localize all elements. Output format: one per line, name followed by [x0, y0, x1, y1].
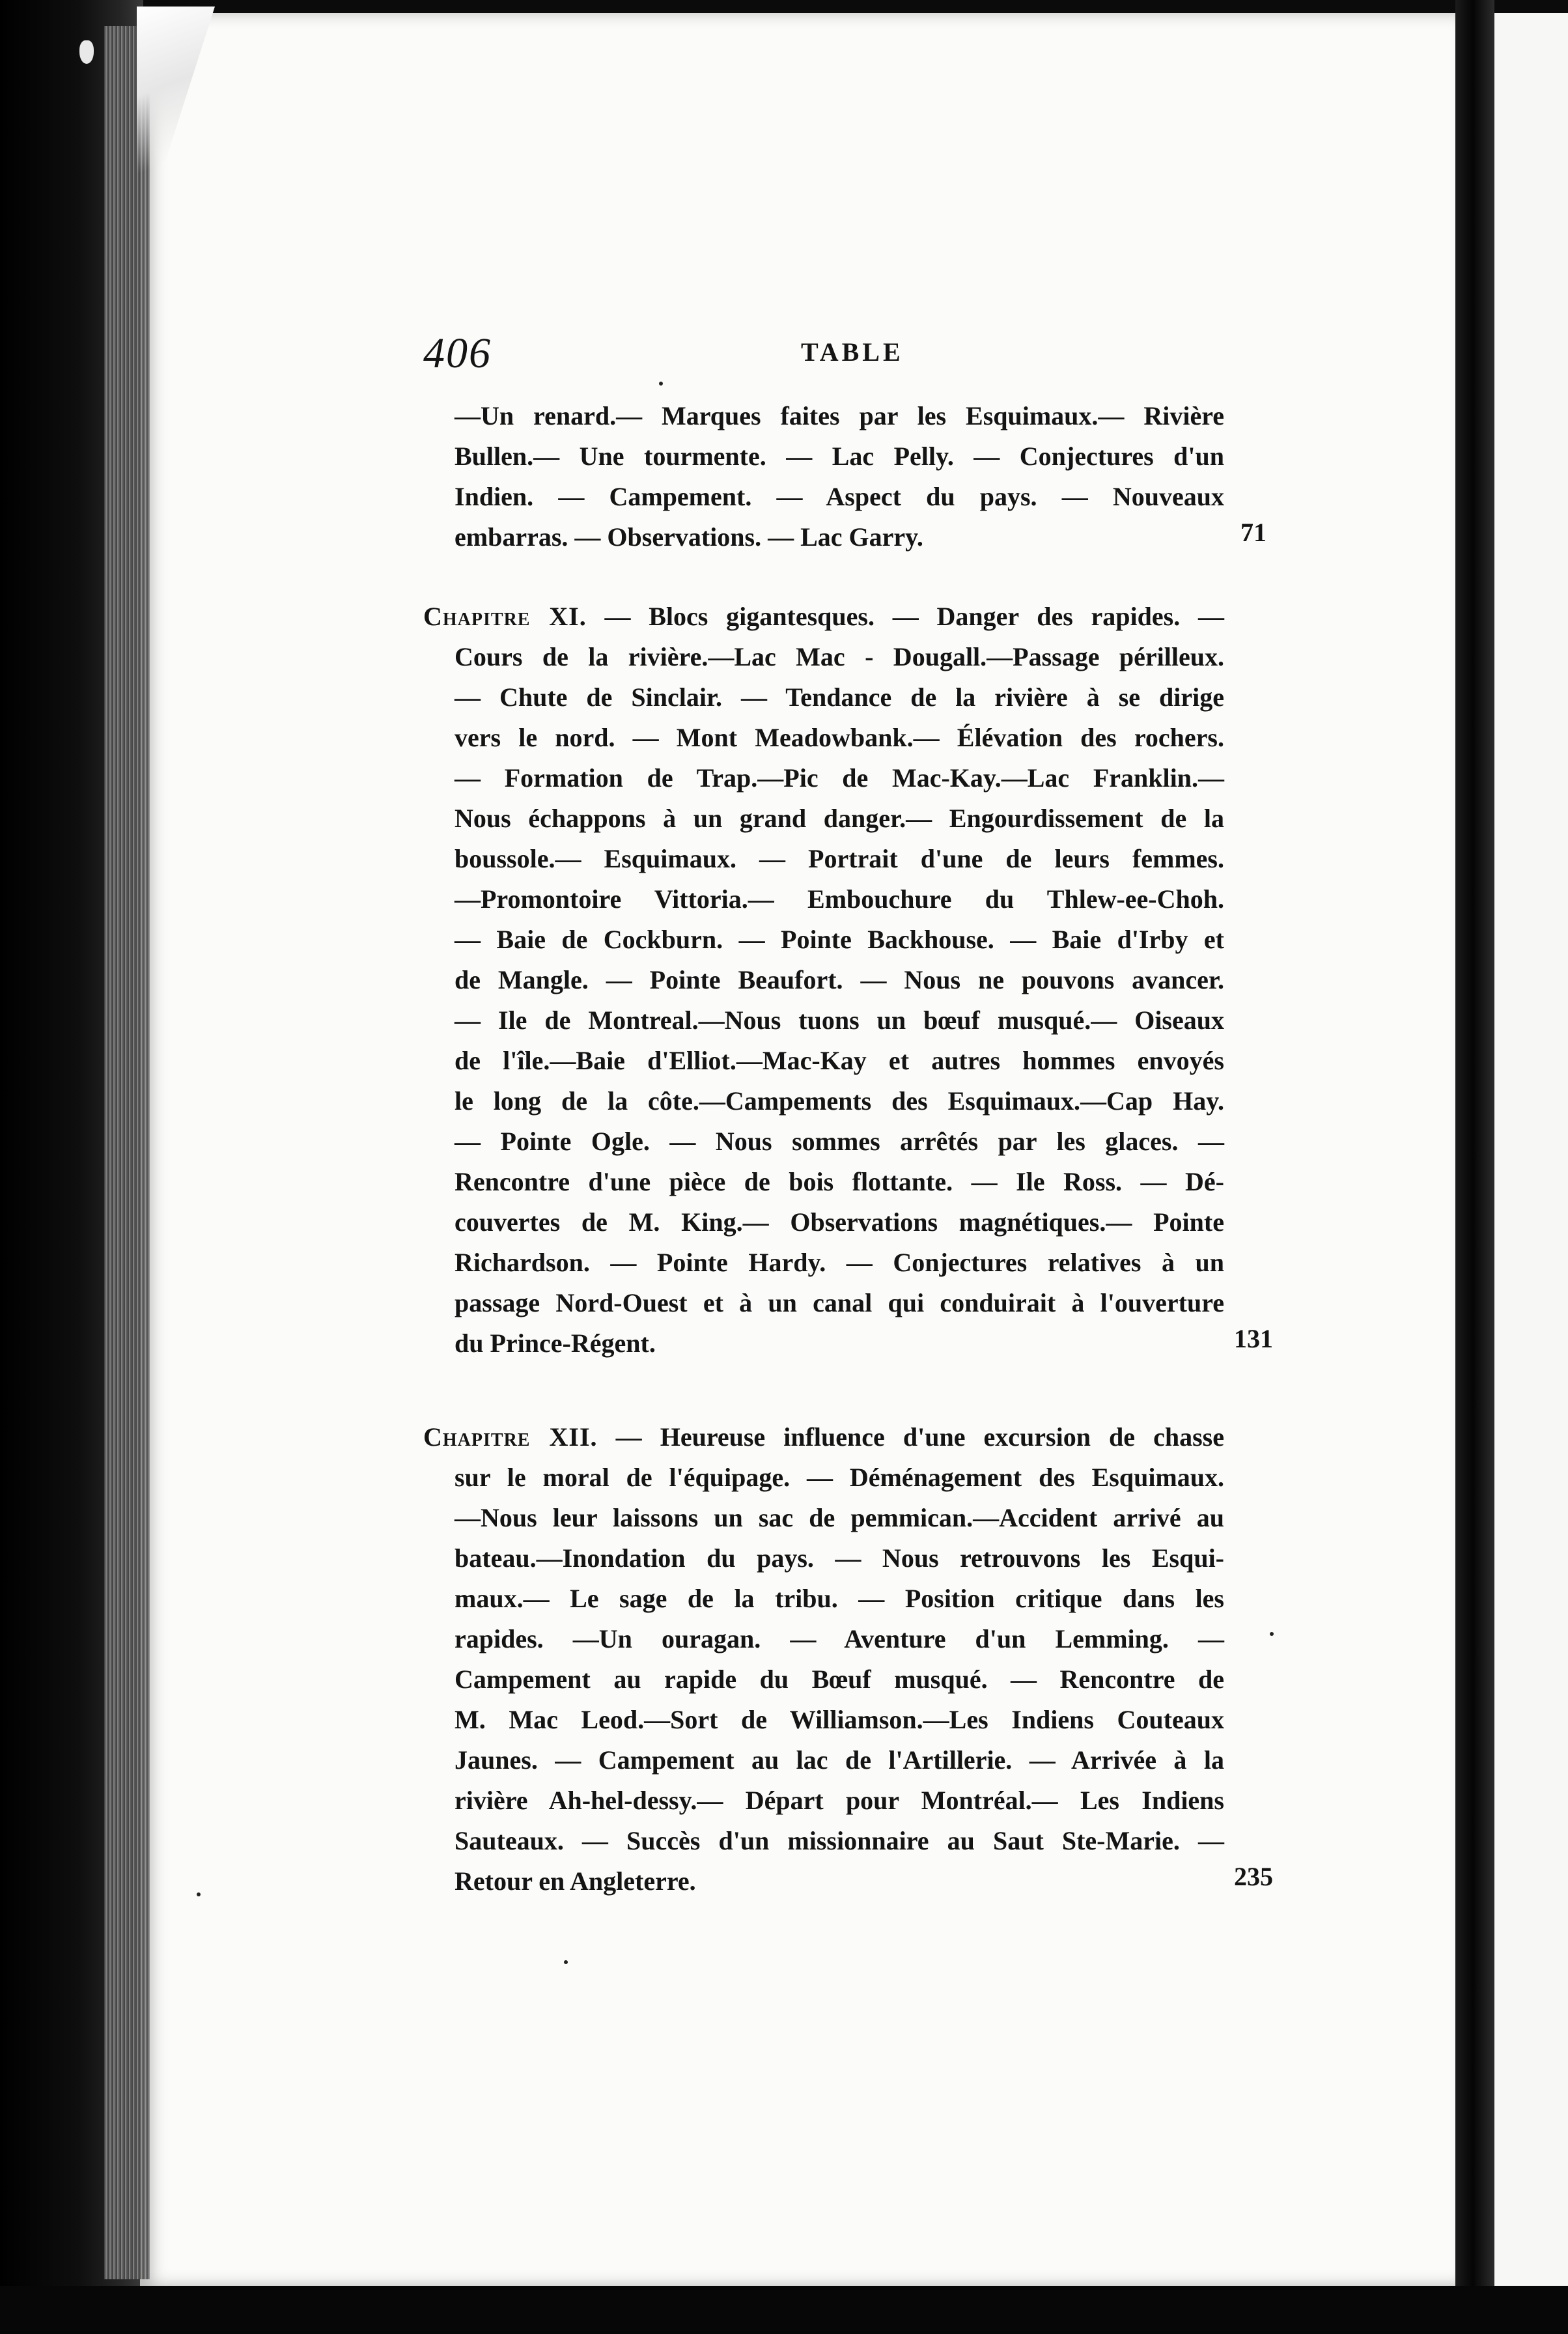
toc-line-text: — Heureuse influence d'une excursion de chasse	[597, 1422, 1225, 1452]
toc-line: —Promontoire Vittoria.— Embouchure du Thlew-ee-Choh.	[455, 884, 1224, 914]
toc-line: Rencontre d'une pièce de bois flottante. — Ile Ross. — Dé-	[455, 1167, 1224, 1196]
toc-line: passage Nord-Ouest et à un canal qui conduirait à l'ouverture	[455, 1288, 1224, 1317]
toc-line: — Chute de Sinclair. — Tendance de la rivière à se dirige	[455, 682, 1224, 712]
toc-line: vers le nord. — Mont Meadowbank.— Élévation des rochers.	[455, 723, 1224, 752]
toc-line: boussole.— Esquimaux. — Portrait d'une de leurs femmes.	[455, 844, 1224, 873]
toc-line-first	[423, 597, 1224, 637]
print-speck	[659, 382, 663, 386]
print-speck	[1270, 1632, 1274, 1636]
page-reference: 71	[1240, 518, 1267, 547]
toc-entry-chapter-xii	[423, 1417, 1273, 1902]
toc-line: sur le moral de l'équipage. — Déménagement des Esquimaux.	[455, 1463, 1224, 1492]
page-number: 406	[423, 330, 492, 377]
print-speck	[197, 1892, 201, 1896]
toc-line: —Nous leur laissons un sac de pemmican.—Accident arrivé au	[455, 1503, 1224, 1532]
chapter-label: Chapitre XI.	[423, 602, 587, 631]
page-reference: 235	[1234, 1862, 1273, 1891]
binding-hole	[79, 40, 94, 64]
toc-line: de Mangle. — Pointe Beaufort. — Nous ne pouvons avancer.	[455, 965, 1224, 994]
toc-line: Richardson. — Pointe Hardy. — Conjectures relatives à un	[455, 1248, 1224, 1277]
page-header	[423, 329, 1270, 381]
toc-line: maux.— Le sage de la tribu. — Position critique dans les	[455, 1584, 1224, 1613]
toc-entry-chapter-xi	[423, 597, 1273, 1364]
toc-line: M. Mac Leod.—Sort de Williamson.—Les Indiens Couteaux	[455, 1705, 1224, 1734]
toc-line: Bullen.— Une tourmente. — Lac Pelly. — Conjectures d'un	[455, 442, 1224, 471]
toc-line: — Ile de Montreal.—Nous tuons un bœuf musqué.— Oiseaux	[455, 1005, 1224, 1035]
chapter-label: Chapitre XII.	[423, 1422, 598, 1452]
toc-line: le long de la côte.—Campements des Esquimaux.—Cap Hay.	[455, 1086, 1224, 1116]
toc-line: Cours de la rivière.—Lac Mac - Dougall.—Passage périlleux.	[455, 642, 1224, 671]
toc-line-text: — Blocs gigantesques. — Danger des rapides. —	[586, 602, 1225, 631]
running-head: TABLE	[801, 337, 904, 367]
toc-line: —Un renard.— Marques faites par les Esquimaux.— Rivière	[455, 401, 1224, 430]
toc-line: Sauteaux. — Succès d'un missionnaire au Saut Ste-Marie. —	[455, 1826, 1224, 1855]
print-speck	[564, 1960, 568, 1964]
scan-bottom-border	[0, 2286, 1568, 2334]
toc-line: — Pointe Ogle. — Nous sommes arrêtés par les glaces. —	[455, 1127, 1224, 1156]
toc-line: bateau.—Inondation du pays. — Nous retrouvons les Esqui-	[455, 1543, 1224, 1573]
toc-line: Jaunes. — Campement au lac de l'Artillerie. — Arrivée à la	[455, 1745, 1224, 1775]
page-edges	[104, 26, 150, 2279]
toc-line-first	[423, 1417, 1224, 1457]
toc-line: couvertes de M. King.— Observations magnétiques.— Pointe	[455, 1207, 1224, 1237]
toc-line: Campement au rapide du Bœuf musqué. — Rencontre de	[455, 1665, 1224, 1694]
toc-line: rapides. —Un ouragan. — Aventure d'un Lemming. —	[455, 1624, 1224, 1653]
book-gutter	[1455, 0, 1494, 2334]
toc-line: Nous échappons à un grand danger.— Engourdissement de la	[455, 804, 1224, 833]
facing-page-edge	[1494, 13, 1568, 2292]
toc-line: — Baie de Cockburn. — Pointe Backhouse. — Baie d'Irby et	[455, 925, 1224, 954]
toc-line: du Prince-Régent.	[455, 1329, 656, 1358]
page-reference: 131	[1234, 1324, 1273, 1353]
toc-line: rivière Ah-hel-dessy.— Départ pour Montréal.— Les Indiens	[455, 1786, 1224, 1815]
toc-line: de l'île.—Baie d'Elliot.—Mac-Kay et autres hommes envoyés	[455, 1046, 1224, 1075]
toc-line: — Formation de Trap.—Pic de Mac-Kay.—Lac Franklin.—	[455, 763, 1224, 793]
toc-line: Indien. — Campement. — Aspect du pays. — Nouveaux	[455, 482, 1224, 511]
toc-line: Retour en Angleterre.	[455, 1866, 696, 1896]
toc-line: embarras. — Observations. — Lac Garry.	[455, 522, 923, 552]
toc-entry-continuation	[423, 396, 1270, 557]
